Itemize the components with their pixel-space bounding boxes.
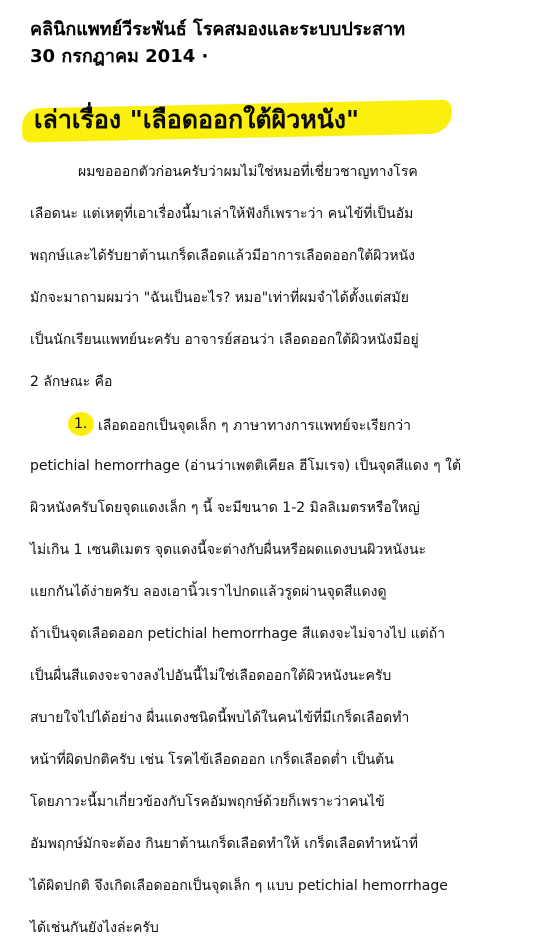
item-line: แยกกันได้ง่ายครับ ลองเอานิ้วเราไปกดแล้วรูดผ่านจุดสีแดงดู <box>30 584 387 600</box>
item-line: ผิวหนังครับโดยจุดแดงเล็ก ๆ นี้ จะมีขนาด 1-2 มิลลิเมตรหรือใหญ่ <box>30 500 420 516</box>
item-line: สบายใจไปได้อย่าง ผื่นแดงชนิดนี้พบได้ในคนไข้ที่มีเกร็ดเลือดทำ <box>30 710 410 726</box>
post-date: 30 กรกฎาคม 2014 · <box>30 46 209 67</box>
intro-line: มักจะมาถามผมว่า "ฉันเป็นอะไร? หมอ"เท่าที่ผมจำได้ตั้งแต่สมัย <box>30 290 409 306</box>
item-number-block <box>68 412 96 438</box>
item-line: ถ้าเป็นจุดเลือดออก petichial hemorrhage สีแดงจะไม่จางไป แต่ถ้า <box>30 626 446 642</box>
item-line: ไม่เกิน 1 เซนติเมตร จุดแดงนี้จะต่างกับผื่นหรือผดแดงบนผิวหนังนะ <box>30 542 427 558</box>
intro-line: เป็นนักเรียนแพทย์นะครับ อาจารย์สอนว่า เลือดออกใต้ผิวหนังมีอยู่ <box>30 332 419 348</box>
item-line: หน้าที่ผิดปกติครับ เช่น โรคไข้เลือดออก เกร็ดเลือดต่ำ เป็นต้น <box>30 752 394 768</box>
intro-line: พฤกษ์และได้รับยาต้านเกร็ดเลือดแล้วมีอาการเลือดออกใต้ผิวหนัง <box>30 248 415 264</box>
article-title: เล่าเรื่อง "เลือดออกใต้ผิวหนัง" <box>34 105 360 134</box>
item-number: 1. <box>74 416 88 432</box>
intro-line: ผมขอออกตัวก่อนครับว่าผมไม่ใช่หมอที่เชี่ยวชาญทางโรค <box>78 164 418 180</box>
intro-line: เลือดนะ แต่เหตุที่เอาเรื่องนี้มาเล่าให้ฟังก็เพราะว่า คนไข้ที่เป็นอัม <box>30 206 414 222</box>
item-line: เลือดออกเป็นจุดเล็ก ๆ ภาษาทางการแพทย์จะเรียกว่า <box>98 418 412 434</box>
document-header <box>30 16 405 70</box>
item-line: อัมพฤกษ์มักจะต้อง กินยาต้านเกร็ดเลือดทำให้ เกร็ดเลือดทำหน้าที่ <box>30 836 418 852</box>
item-line: เป็นผื่นสีแดงจะจางลงไปอันนี้ไม่ใช่เลือดออกใต้ผิวหนังนะครับ <box>30 668 392 684</box>
item-line: ได้ผิดปกติ จึงเกิดเลือดออกเป็นจุดเล็ก ๆ แบบ petichial hemorrhage <box>30 878 448 894</box>
item-line: ได้เช่นกันยังไงล่ะครับ <box>30 920 159 936</box>
title-block <box>22 98 462 144</box>
item-line: petichial hemorrhage (อ่านว่าเพตติเคียล ฮีโมเรจ) เป็นจุดสีแดง ๆ ใต้ <box>30 458 462 474</box>
item-line: โดยภาวะนี้มาเกี่ยวข้องกับโรคอัมพฤกษ์ด้วยก็เพราะว่าคนไข้ <box>30 794 385 810</box>
clinic-name: คลินิกแพทย์วีระพันธ์ โรคสมองและระบบประสาท <box>30 19 406 40</box>
intro-line: 2 ลักษณะ คือ <box>30 374 113 390</box>
